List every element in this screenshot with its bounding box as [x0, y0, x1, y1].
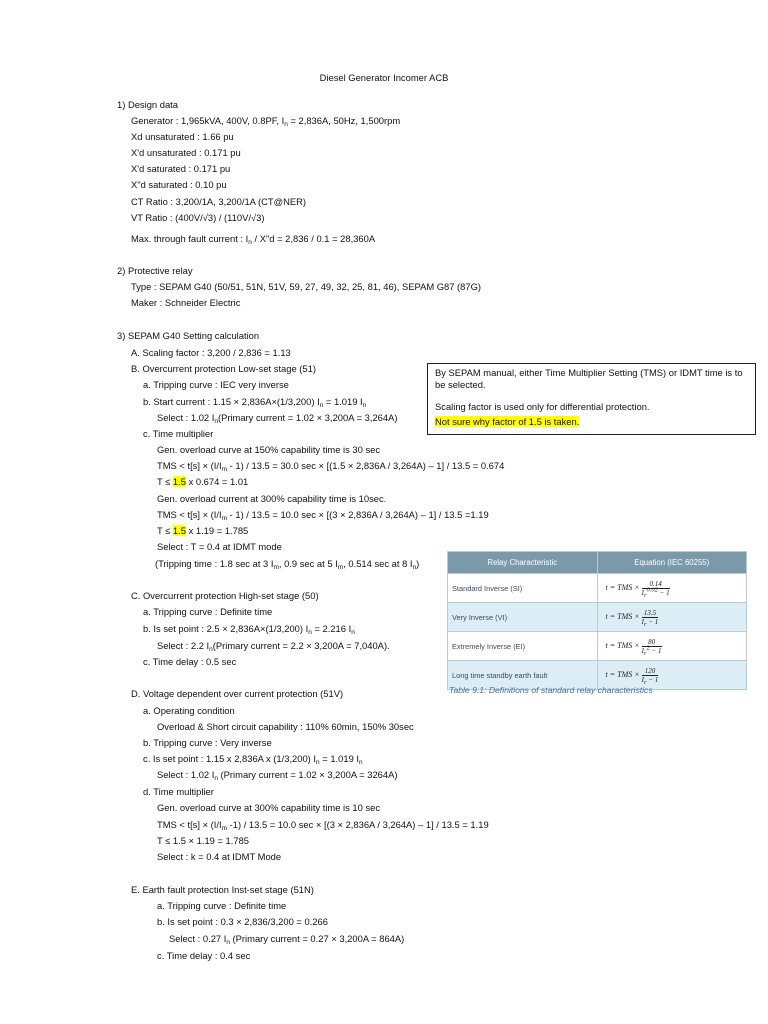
text-line: a. Operating condition [143, 705, 235, 716]
table-caption: Table 9.1: Definitions of standard relay characteristics [449, 685, 653, 695]
relay-characteristic-name: Very Inverse (VI) [448, 603, 598, 632]
text-line: TMS < $t[s] \times (I/I_m$ -1) / 13.5 = 10.0 sec × [(3 × 2,836A / 3,264A) – 1] / 13.5 = 1.19 [157, 819, 489, 832]
text-line: d. Time multiplier [143, 786, 214, 797]
text-line: CT Ratio : 3,200/1A, 3,200/1A (CT@NER) [131, 196, 307, 207]
text-line: Select : 2.2 $I_n(Primary$ current = 2.2 × 3,200A = 7,040A). [157, 640, 390, 653]
table-header-relay-characteristic: Relay Characteristic [448, 552, 598, 574]
table-row [448, 574, 747, 603]
text-line: X'd unsaturated : 0.171 pu [131, 147, 241, 158]
text-line: Gen. overload curve at 300% capability time is 10 sec [157, 802, 381, 813]
text-line: b. Is set point : 2.5 × 2,836A×(1/3,200) $I_n = 2.216$ $I_n$ [143, 623, 355, 636]
text-line: a. Tripping curve : Definite time [157, 900, 287, 911]
text-line: Select : 1.02 $I_n$ (Primary current = 1.02 × 3,200A = 3264A) [157, 769, 398, 782]
text-line: a. Tripping curve : IEC very inverse [143, 379, 289, 390]
text-line: Select : T = 0.4 at IDMT mode [157, 541, 282, 552]
text-line: T ≤ 1.5 x 0.674 = 1.01 [157, 476, 249, 487]
comment-line-1: By SEPAM manual, either Time Multiplier Setting (TMS) or IDMT time is to be selected. [435, 367, 743, 390]
text-line: Overload & Short circuit capability : 110% 60min, 150% 30sec [157, 721, 414, 732]
text-line: T ≤ 1.5 × 1.19 = 1.785 [157, 835, 250, 846]
text-line: 2) Protective relay [117, 265, 193, 276]
text-line: D. Voltage dependent over current protection (51V) [131, 688, 344, 699]
comment-box [427, 363, 756, 435]
text-line: c. Time multiplier [143, 428, 214, 439]
table-header-equation: Equation (IEC 60255) [597, 552, 747, 574]
relay-equation: t = TMS × $\frac{13.5}{I_r - 1}$ [597, 603, 747, 632]
page-title: Diesel Generator Incomer ACB [319, 72, 449, 83]
table-row [448, 632, 747, 661]
relay-characteristic-name: Standard Inverse (SI) [448, 574, 598, 603]
relay-characteristic-table [447, 551, 747, 690]
relay-characteristic-name: Extremely Inverse (EI) [448, 632, 598, 661]
text-line: Generator : 1,965kVA, 400V, 0.8PF, $I_n = 2,836A$, 50Hz, 1,500rpm [131, 115, 401, 128]
relay-characteristic-name: Long time standby earth fault [448, 661, 598, 690]
text-line: Select : k = 0.4 at IDMT Mode [157, 851, 282, 862]
comment-line-2: Scaling factor is used only for differential protection. [435, 401, 650, 412]
text-line: B. Overcurrent protection Low-set stage (51) [131, 363, 316, 374]
text-line: Gen. overload curve at 150% capability time is 30 sec [157, 444, 381, 455]
text-line: Type : SEPAM G40 (50/51, 51N, 51V, 59, 27, 49, 32, 25, 81, 46), SEPAM G87 (87G) [131, 281, 482, 292]
text-line: TMS < $t[s] \times (I/I_m - 1) / 13.5 = 30.0$ sec × [(1.5 × 2,836A / 3,264A) – 1] / 13.5 = 0.674 [157, 460, 505, 473]
text-line: b. Start current : 1.15 × 2,836A×(1/3,200) $I_n = 1.019$ $I_n$ [143, 396, 367, 409]
text-line: c. Is set point : 1.15 x 2,836A x (1/3,200) $I_n = 1.019$ $I_n$ [143, 753, 363, 766]
text-line: E. Earth fault protection Inst-set stage (51N) [131, 884, 314, 895]
text-line: X"d saturated : 0.10 pu [131, 179, 227, 190]
text-line: (Tripping time : 1.8 sec at 3 $I_m$, 0.9 sec at 5 $I_m$, 0.514 sec at 8 $I_n$) [155, 558, 420, 571]
text-line: T ≤ 1.5 x 1.19 = 1.785 [157, 525, 249, 536]
text-line: Xd unsaturated : 1.66 pu [131, 131, 234, 142]
text-line: 3) SEPAM G40 Setting calculation [117, 330, 260, 341]
text-line: Maker : Schneider Electric [131, 297, 241, 308]
text-line: Gen. overload current at 300% capability time is 10sec. [157, 493, 387, 504]
text-line: X'd saturated : 0.171 pu [131, 163, 231, 174]
table-row [448, 603, 747, 632]
text-line: A. Scaling factor : 3,200 / 2,836 = 1.13 [131, 347, 291, 358]
text-line: a. Tripping curve : Definite time [143, 606, 273, 617]
text-line: VT Ratio : (400V/√3) / (110V/√3) [131, 212, 265, 223]
text-line: b. Is set point : 0.3 × 2,836/3,200 = 0.266 [157, 916, 328, 927]
text-line: C. Overcurrent protection High-set stage (50) [131, 590, 319, 601]
text-line: c. Time delay : 0.4 sec [157, 950, 251, 961]
relay-equation: t = TMS × $\frac{0.14}{I_r^{0.02} - 1}$ [597, 574, 747, 603]
comment-line-3-highlighted: Not sure why factor of 1.5 is taken. [435, 415, 580, 427]
relay-equation: t = TMS × $\frac{120}{I_r - 1}$ [597, 661, 747, 690]
text-line: Max. through fault current : $I_n$ / X"d = 2,836 / 0.1 = 28,360A [131, 233, 376, 246]
text-line: Select : 0.27 $I_n$ (Primary current = 0.27 × 3,200A = 864A) [169, 933, 405, 946]
text-line: TMS < $t[s] \times (I/I_m - 1) / 13.5 = 10.0$ sec × [(3 × 2,836A / 3,264A) – 1] / 13.5 =1.19 [157, 509, 489, 522]
text-line: 1) Design data [117, 99, 178, 110]
text-line: Select : 1.02 $I_n(Primary$ current = 1.02 × 3,200A = 3,264A) [157, 412, 398, 425]
text-line: c. Time delay : 0.5 sec [143, 656, 237, 667]
text-line: b. Tripping curve : Very inverse [143, 737, 272, 748]
relay-equation: t = TMS × $\frac{80}{I_r^2 - 1}$ [597, 632, 747, 661]
